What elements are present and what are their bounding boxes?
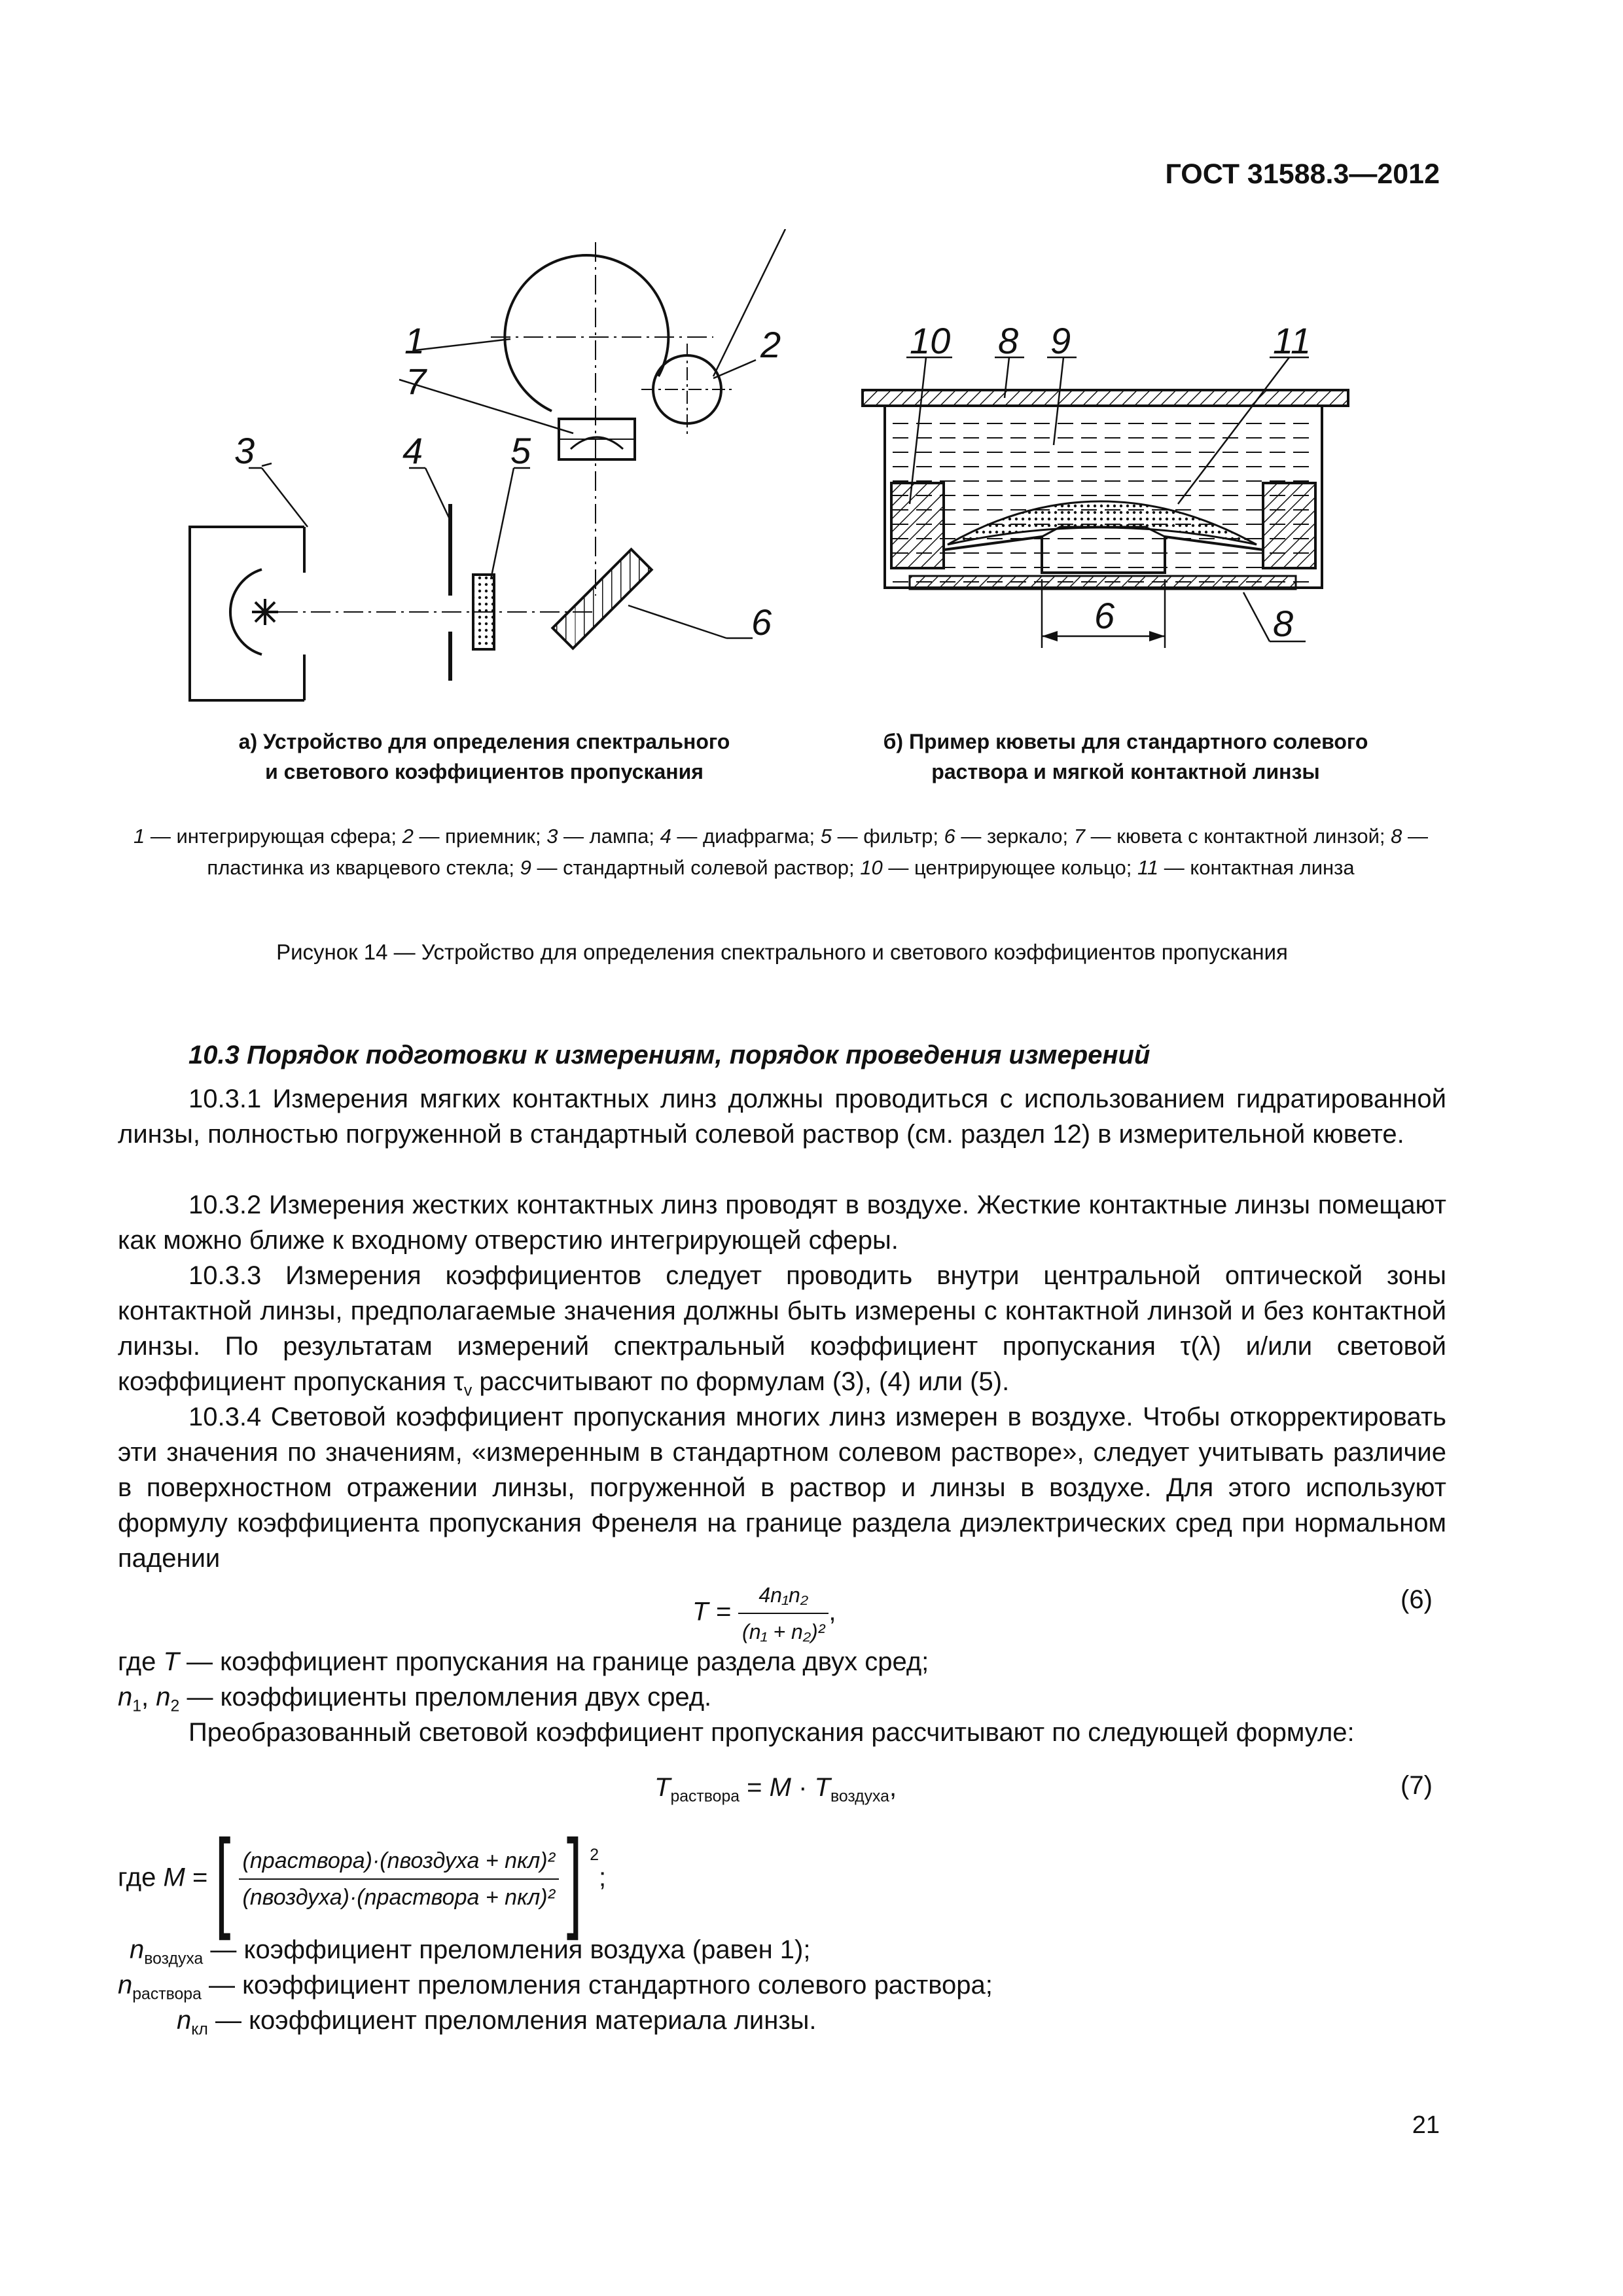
- eq6-def-T: где T — коэффициент пропускания на границе раздела двух сред;: [118, 1647, 929, 1676]
- receiver: [653, 355, 721, 423]
- legend-item: 11 — контактная линза: [1137, 856, 1355, 879]
- legend-item: 2 — приемник;: [402, 825, 547, 848]
- filter: [473, 575, 494, 649]
- equation-6-number: (6): [1400, 1585, 1433, 1614]
- transformed-intro: Преобразованный световой коэффициент пропускания рассчитывают по следующей формуле:: [188, 1718, 1355, 1747]
- legend-item: 9 — стандартный солевой раствор;: [520, 856, 861, 879]
- caption-b: [851, 726, 1400, 787]
- lamp-star: [252, 599, 278, 625]
- legend-item: 1 — интегрирующая сфера;: [133, 825, 402, 848]
- caption-b-line1: б) Пример кюветы для стандартного солевого: [883, 730, 1368, 753]
- legend-item: 6 — зеркало;: [944, 825, 1074, 848]
- label-a-2: 2: [760, 324, 781, 365]
- label-a-3: 3: [234, 430, 255, 471]
- document-header: ГОСТ 31588.3—2012: [1165, 158, 1440, 190]
- label-b-8-top: 8: [998, 320, 1019, 361]
- integrating-sphere: [505, 255, 668, 411]
- label-a-4: 4: [402, 430, 423, 471]
- def-n-lens: $n_{кл}$ — коэффициент преломления материала линзы.: [177, 2006, 817, 2039]
- label-b-9: 9: [1050, 320, 1071, 361]
- paragraph-10-3-3: 10.3.3 Измерения коэффициентов следует проводить внутри центральной оптической зоны контактной линзы, предполагаемые значения должны быть измерены с контактной линзой и без контактной линзы. По результатам измерений спектральный коэффициент пропускания τ(λ) и/или световой коэффициент пропускания $\tau_v$ рассчитывают по формулам (3), (4) или (5).: [118, 1261, 1447, 1400]
- caption-a: [209, 726, 759, 787]
- legend-item: 5 — фильтр;: [820, 825, 944, 848]
- equation-M: где M =[ $\frac{\text{(nраствора)·(nвоздуха + nкл)²}}{\text{(nвоздуха)·(nраствора + nкл)²}}$ ] $^2$;: [118, 1817, 607, 1941]
- paragraph-10-3-2: 10.3.2 Измерения жестких контактных линз проводят в воздухе. Жесткие контактные линзы помещают как можно ближе к входному отверстию интегрирующей сферы.: [118, 1191, 1446, 1255]
- paragraph-10-3-1: 10.3.1 Измерения мягких контактных линз должны проводиться с использованием гидратированной линзы, полностью погруженной в стандартный солевой раствор (см. раздел 12) в измерительной кювете.: [118, 1085, 1446, 1149]
- label-b-6: 6: [1094, 595, 1115, 636]
- eq6-def-n: $n_1$, $n_2$ — коэффициенты преломления двух сред.: [118, 1683, 712, 1715]
- label-a-7: 7: [406, 361, 427, 402]
- lamp: [190, 527, 308, 700]
- paragraph-10-3-4: 10.3.4 Световой коэффициент пропускания многих линз измерен в воздухе. Чтобы откорректировать эти значения по значениям, «измеренным в стандартном солевом растворе», следует учитывать различие в поверхностном отражении линзы, погруженной в раствор и линзы в воздухе. Для этого используют формулу коэффициента пропускания Френеля на границе раздела диэлектрических сред при нормальном падении: [118, 1403, 1446, 1573]
- figure-14-drawing: [183, 229, 1387, 713]
- caption-a-line2: и светового коэффициентов пропускания: [265, 760, 704, 783]
- label-a-6: 6: [751, 601, 772, 643]
- label-b-10: 10: [910, 320, 951, 361]
- legend-item: 4 — диафрагма;: [660, 825, 821, 848]
- caption-b-line2: раствора и мягкой контактной линзы: [931, 760, 1320, 783]
- figure-a-device: [308, 242, 733, 713]
- legend-item: 7 — кювета с контактной линзой;: [1073, 825, 1391, 848]
- equation-6: T = $\frac{\text{4n₁n₂}}{\text{(n₁ + n₂)²}}$ ,: [692, 1577, 836, 1649]
- legend-item: 3 — лампа;: [546, 825, 660, 848]
- legend-item: 8 — пластинка из кварцевого стекла;: [207, 825, 1429, 879]
- equation-7: $T_{раствора} = M \cdot T_{воздуха}$,: [654, 1773, 897, 1806]
- label-b-11: 11: [1273, 320, 1311, 361]
- figure-title: Рисунок 14 — Устройство для определения спектрального и светового коэффициентов пропускания: [276, 940, 1288, 964]
- def-n-solution: $n_{раствора}$ — коэффициент преломления стандартного солевого раствора;: [118, 1971, 993, 2003]
- page-number: 21: [1412, 2111, 1440, 2139]
- label-b-8-bottom: 8: [1273, 603, 1294, 644]
- figure-legend: [116, 821, 1445, 884]
- def-n-air: $n_{воздуха}$ — коэффициент преломления воздуха (равен 1);: [130, 1935, 811, 1968]
- section-heading: 10.3 Порядок подготовки к измерениям, порядок проведения измерений: [188, 1041, 1150, 1069]
- mirror: [552, 549, 651, 648]
- tau-v: τ: [454, 1367, 464, 1396]
- label-a-5: 5: [510, 430, 531, 471]
- label-a-1: 1: [404, 320, 425, 361]
- equation-7-number: (7): [1400, 1771, 1433, 1800]
- caption-a-line1: а) Устройство для определения спектрального: [238, 730, 730, 753]
- tau-lambda: τ(λ): [1180, 1332, 1221, 1361]
- legend-item: 10 — центрирующее кольцо;: [860, 856, 1137, 879]
